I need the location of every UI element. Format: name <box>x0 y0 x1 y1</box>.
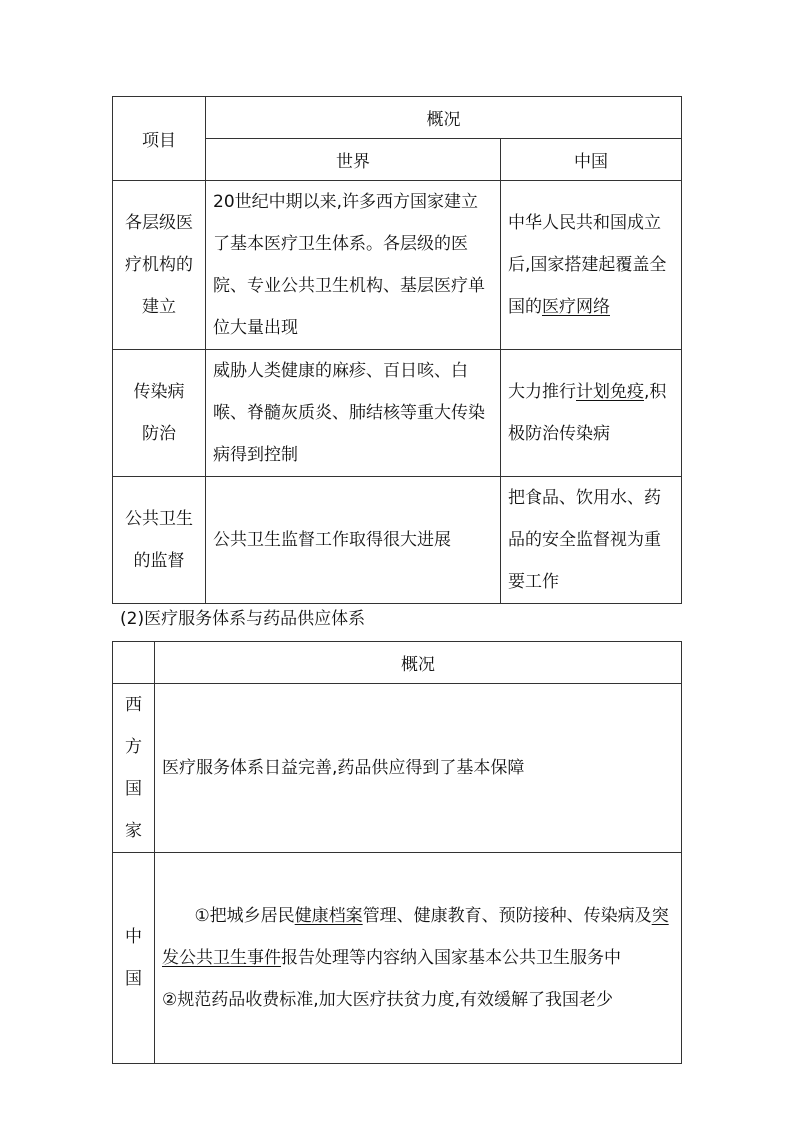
china-text: 大力推行 <box>508 382 576 402</box>
overview-text-underlined: 突发公共卫生事件 <box>162 906 669 968</box>
row-category <box>113 477 206 604</box>
table-row <box>113 477 682 604</box>
overview-text-underlined: 健康档案 <box>294 906 363 926</box>
table-row <box>113 684 682 853</box>
table-row <box>113 853 682 1064</box>
world-cell: 威胁人类健康的麻疹、百日咳、白喉、脊髓灰质炎、肺结核等重大传染病得到控制 <box>206 350 501 477</box>
header-item: 项目 <box>113 97 206 181</box>
category-line: 的监督 <box>133 551 185 571</box>
header-china: 中国 <box>501 139 682 181</box>
label-char: 中 <box>125 927 142 947</box>
china-cell <box>501 477 682 604</box>
overview-text: 管理、健康教育、预防接种、传染病及 <box>362 906 652 926</box>
category-line: 建立 <box>142 297 176 317</box>
table-medical-service-system <box>112 641 682 1064</box>
label-char: 方 <box>125 737 142 757</box>
section-caption: (2)医疗服务体系与药品供应体系 <box>120 609 366 629</box>
table-medical-institutions <box>112 96 682 604</box>
row-category <box>113 181 206 350</box>
overview-text: ②规范药品收费标准,加大医疗扶贫力度,有效缓解了我国老少 <box>162 990 614 1010</box>
overview-text: 医疗服务体系日益完善,药品供应得到了基本保障 <box>162 758 525 778</box>
overview-text: ①把城乡居民 <box>194 906 295 926</box>
overview-cell <box>155 853 682 1064</box>
category-line: 各层级医 <box>125 213 193 233</box>
china-text: ,积极防治传染病 <box>508 382 667 444</box>
label-char: 国 <box>125 969 142 989</box>
table-row <box>113 181 682 350</box>
china-text: 把食品、饮用水、药品的安全监督视为重要工作 <box>508 488 661 592</box>
china-cell <box>501 181 682 350</box>
category-line: 传染病 <box>133 382 185 402</box>
world-cell: 公共卫生监督工作取得很大进展 <box>206 477 501 604</box>
china-text-underlined: 计划免疫 <box>576 382 644 402</box>
category-line: 疗机构的 <box>125 255 193 275</box>
header-overview: 概况 <box>155 642 682 684</box>
china-text-underlined: 医疗网络 <box>542 297 610 317</box>
overview-cell <box>155 684 682 853</box>
row-label <box>113 853 155 1064</box>
table-row <box>113 350 682 477</box>
label-char: 家 <box>125 821 142 841</box>
label-char: 西 <box>125 695 142 715</box>
label-char: 国 <box>125 779 142 799</box>
overview-text: 报告处理等内容纳入国家基本公共卫生服务中 <box>281 948 621 968</box>
category-line: 防治 <box>142 424 176 444</box>
china-text: 中华人民共和国成立后,国家搭建起覆盖全国的 <box>508 213 667 317</box>
row-label <box>113 684 155 853</box>
header-blank <box>113 642 155 684</box>
header-overview: 概况 <box>206 97 682 139</box>
row-category <box>113 350 206 477</box>
world-cell: 20世纪中期以来,许多西方国家建立了基本医疗卫生体系。各层级的医院、专业公共卫生机构、基层医疗单位大量出现 <box>206 181 501 350</box>
china-cell <box>501 350 682 477</box>
category-line: 公共卫生 <box>125 509 193 529</box>
header-world: 世界 <box>206 139 501 181</box>
